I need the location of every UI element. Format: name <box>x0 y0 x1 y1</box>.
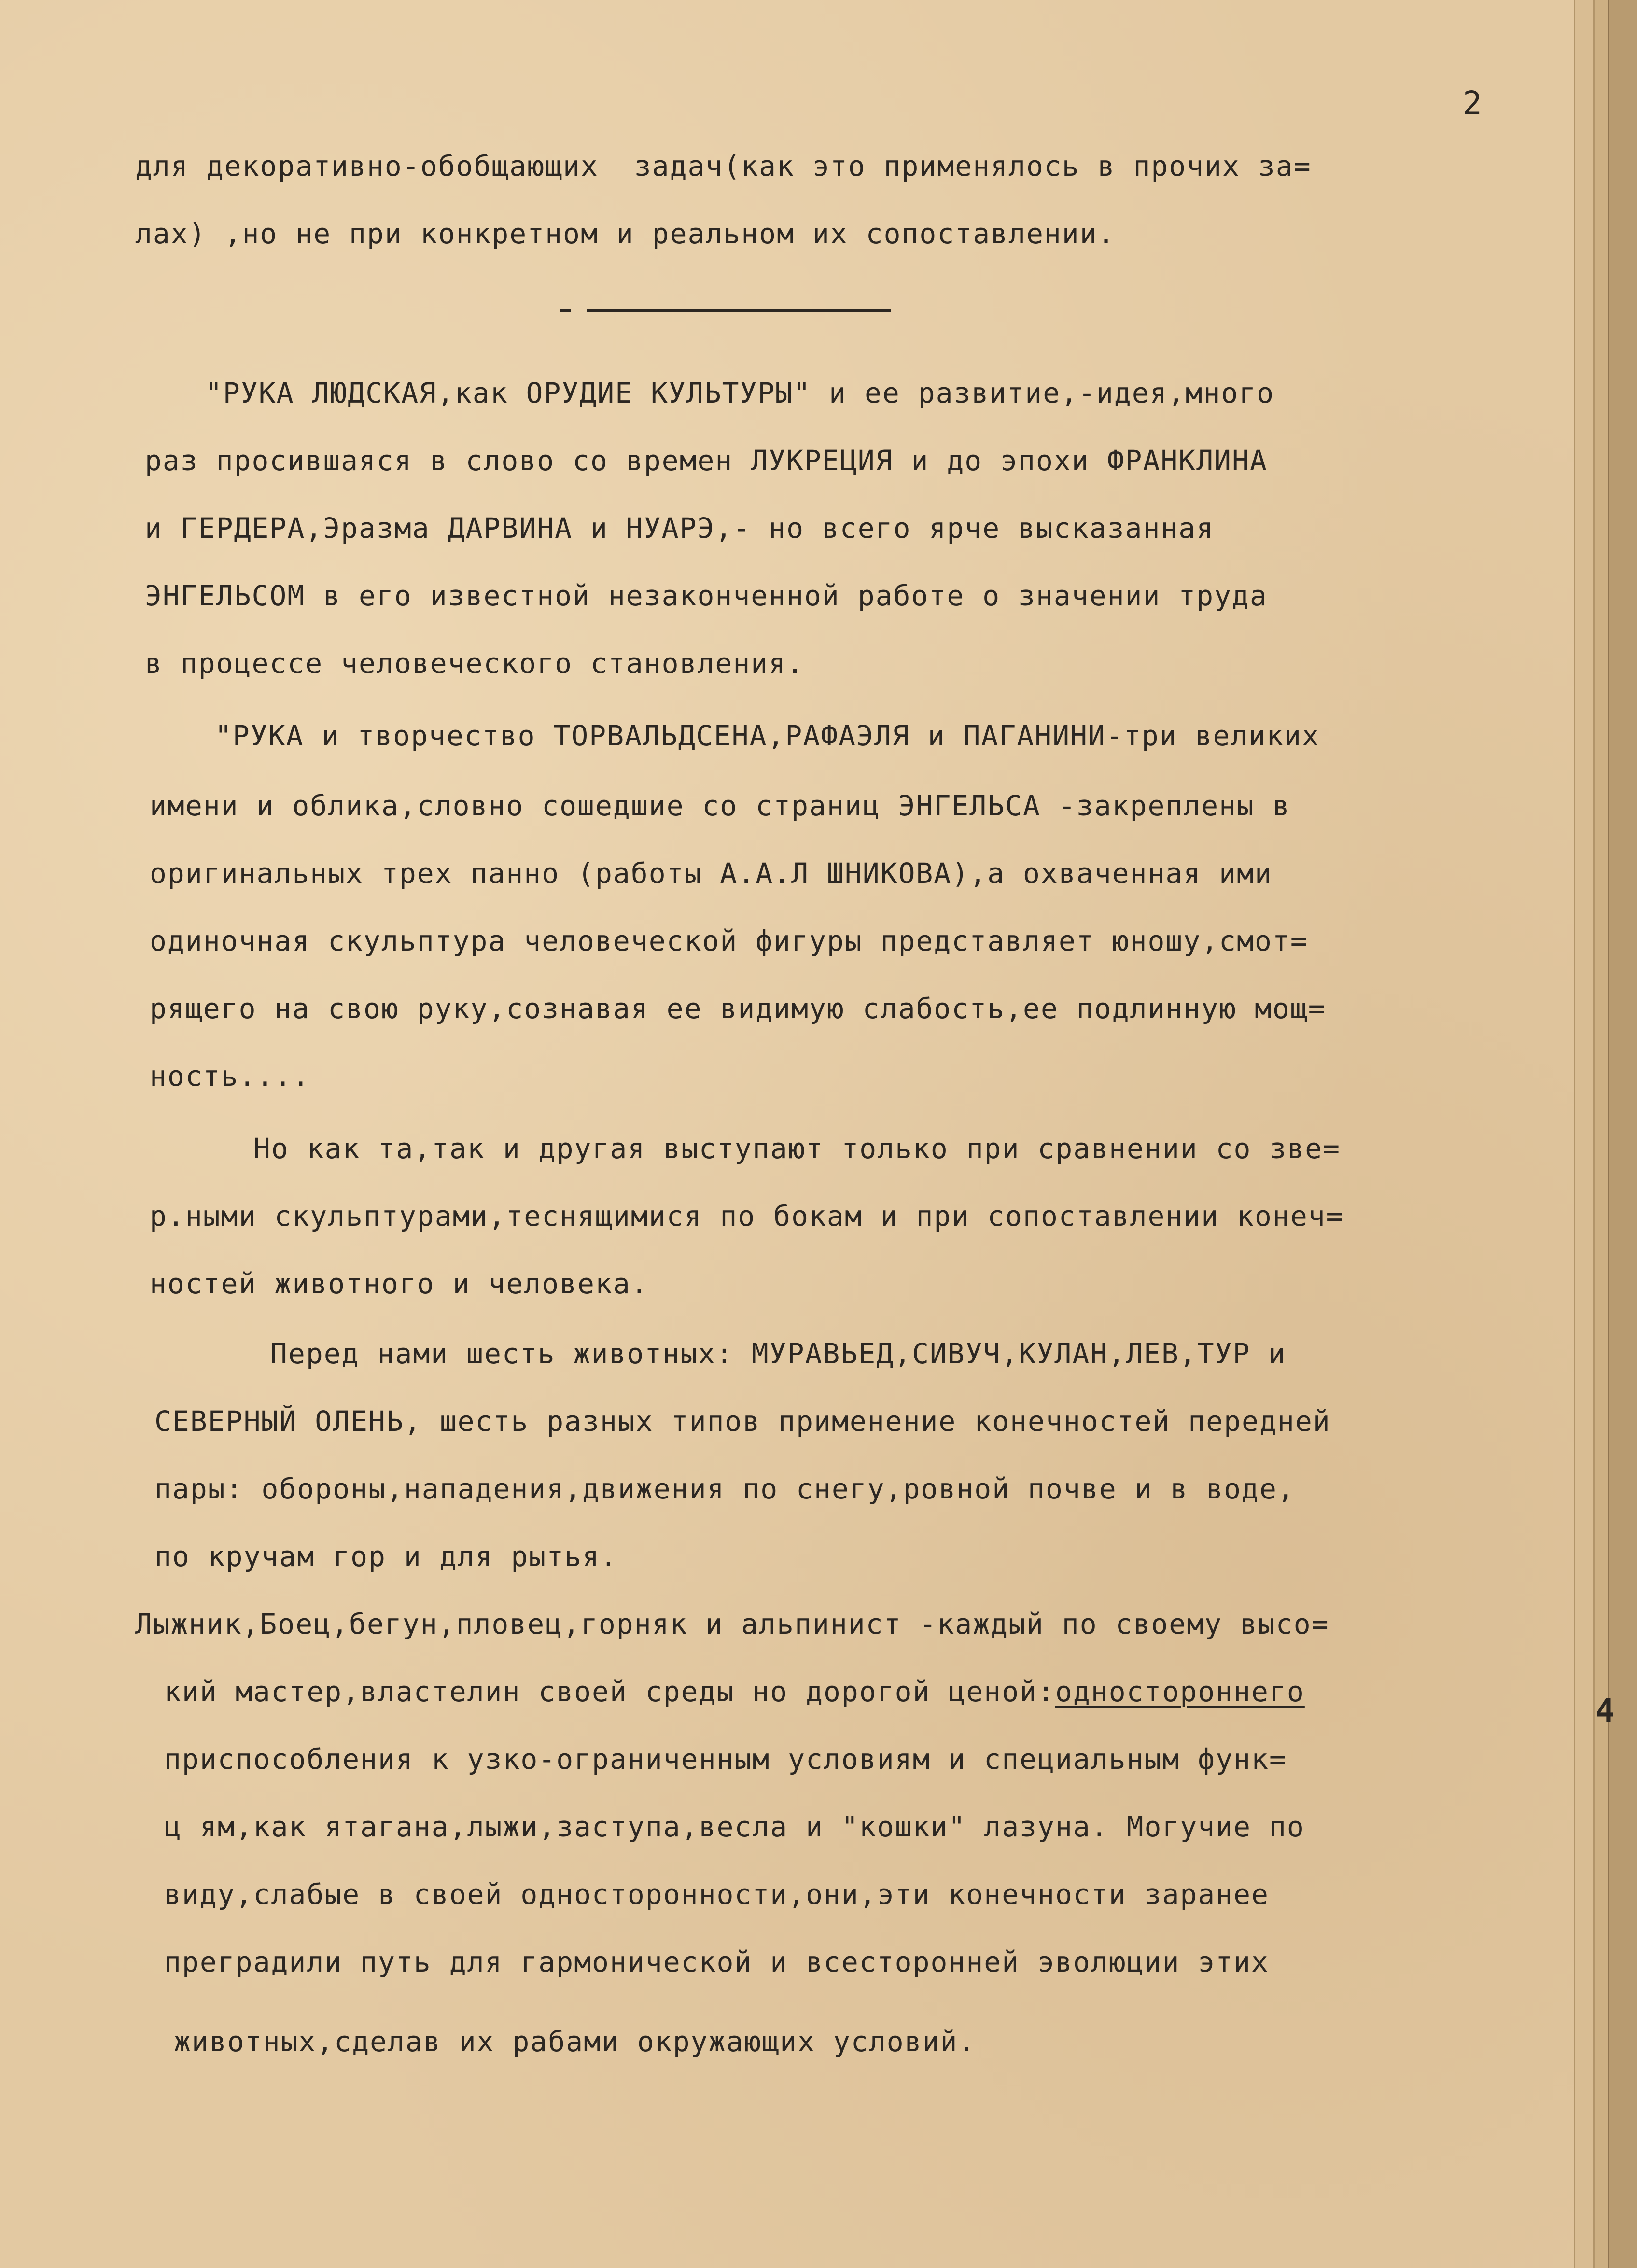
text-line: Лыжник,Боец,бегун,пловец,горняк и альпинист -каждый по своему высо= <box>135 1608 1329 1640</box>
text-line: ц ям,как ятагана,лыжи,заступа,весла и "кошки" лазуна. Могучие по <box>164 1810 1305 1843</box>
text-line: ность.... <box>150 1060 310 1092</box>
text-line: приспособления к узко-ограниченным условиям и специальным функ= <box>164 1743 1287 1776</box>
text-line: СЕВЕРНЫЙ ОЛЕНЬ, шесть разных типов применение конечностей передней <box>154 1405 1331 1438</box>
margin-mark: 4 <box>1595 1692 1615 1729</box>
text-line: в процессе человеческого становления. <box>145 647 805 680</box>
text-line: "РУКА и творчество ТОРВАЛЬДСЕНА,РАФАЭЛЯ и ПАГАНИНИ-три великих <box>215 719 1320 752</box>
text-line: для декоративно-обобщающих задач(как это применялось в прочих за= <box>135 150 1312 182</box>
text-line: ностей животного и человека. <box>150 1267 649 1300</box>
text-line: Но как та,так и другая выступают только при сравнении со зве= <box>253 1132 1341 1165</box>
text-line: одиночная скульптура человеческой фигуры представляет юношу,смот= <box>150 924 1308 957</box>
text-segment: кий мастер,властелин своей среды но дорогой ценой: <box>164 1675 1055 1708</box>
text-line <box>164 1675 1305 1708</box>
page-number: 2 <box>1463 84 1482 122</box>
text-line: имени и облика,словно сошедшие со страниц ЭНГЕЛЬСА -закреплены в <box>150 789 1290 822</box>
text-line: р.ными скульптурами,теснящимися по бокам и при сопоставлении конеч= <box>150 1200 1344 1232</box>
text-line: рящего на свою руку,сознавая ее видимую слабость,ее подлинную мощ= <box>150 992 1326 1025</box>
text-line: оригинальных трех панно (работы А.А.Л ШНИКОВА),а охваченная ими <box>150 857 1273 890</box>
text-line: лах) ,но не при конкретном и реальном их сопоставлении. <box>135 217 1116 250</box>
text-line: животных,сделав их рабами окружающих условий. <box>174 2025 976 2058</box>
text-line: и ГЕРДЕРА,Эразма ДАРВИНА и НУАРЭ,- но всего ярче высказанная <box>145 512 1215 545</box>
text-line: виду,слабые в своей односторонности,они,эти конечности заранее <box>164 1878 1269 1911</box>
text-line: по кручам гор и для рытья. <box>154 1540 618 1573</box>
section-divider <box>587 309 891 312</box>
section-divider-dash <box>560 309 571 312</box>
text-line: преградили путь для гармонической и всесторонней эволюции этих <box>164 1946 1269 1978</box>
text-line: ЭНГЕЛЬСОМ в его известной незаконченной работе о значении труда <box>145 579 1268 612</box>
text-line: пары: обороны,нападения,движения по снегу,ровной почве и в воде, <box>154 1472 1295 1505</box>
sheet-edge <box>1608 0 1637 2268</box>
underlined-phrase: одностороннего <box>1055 1675 1305 1708</box>
text-line: раз просившаяся в слово со времен ЛУКРЕЦИЯ и до эпохи ФРАНКЛИНА <box>145 444 1268 477</box>
text-line: "РУКА ЛЮДСКАЯ,как ОРУДИЕ КУЛЬТУРЫ" и ее развитие,-идея,много <box>205 377 1275 409</box>
text-line: Перед нами шесть животных: МУРАВЬЕД,СИВУЧ,КУЛАН,ЛЕВ,ТУР и <box>270 1337 1287 1370</box>
